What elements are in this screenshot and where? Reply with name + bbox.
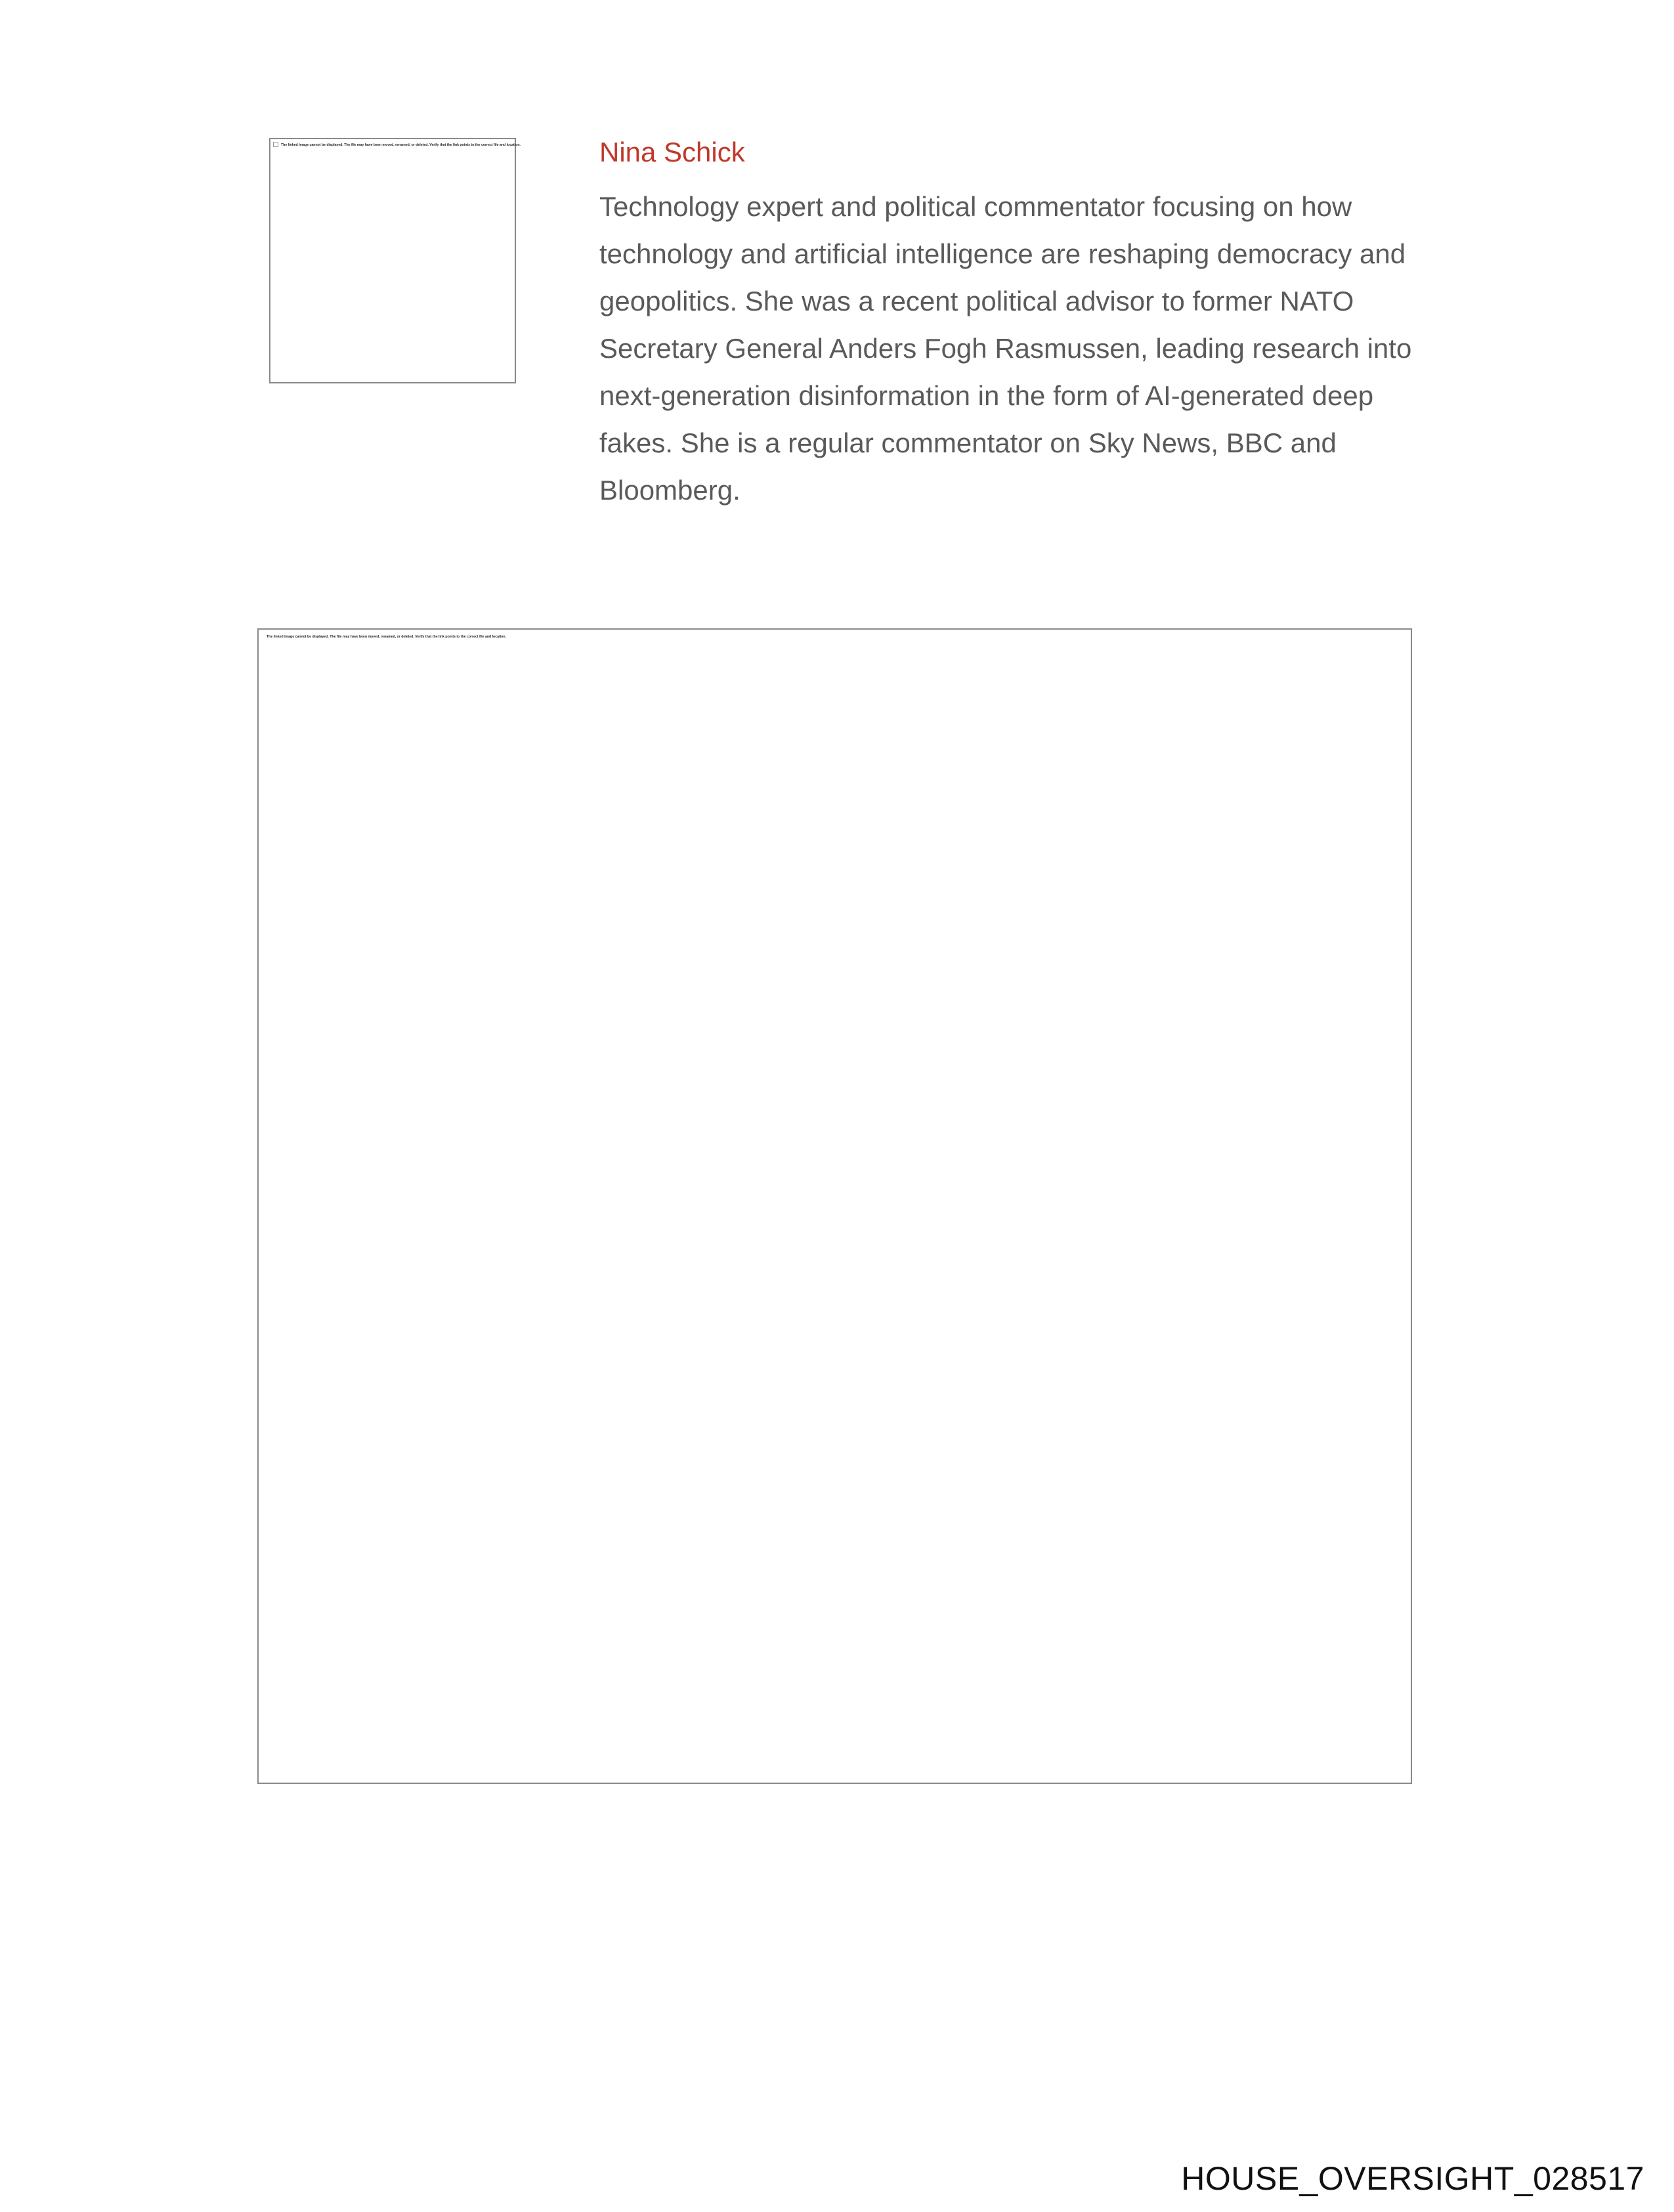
- bio-line: next-generation disinformation in the form of AI-generated deep: [599, 380, 1374, 411]
- bio-block: [599, 135, 1446, 514]
- bates-number: HOUSE_OVERSIGHT_028517: [1181, 2160, 1644, 2197]
- bio-line: Secretary General Anders Fogh Rasmussen, leading research into: [599, 333, 1412, 364]
- broken-image-icon: [273, 142, 278, 147]
- bio-line: fakes. She is a regular commentator on Sky News, BBC and: [599, 427, 1337, 458]
- broken-image-message: The linked image cannot be displayed. The file may have been moved, renamed, or deleted. Verify that the link points to the correct file and location.: [281, 143, 521, 147]
- large-image-placeholder: [257, 628, 1412, 1784]
- bio-line: Technology expert and political commentator focusing on how: [599, 191, 1352, 222]
- portrait-image-placeholder: [269, 138, 521, 383]
- person-name: Nina Schick: [599, 137, 745, 167]
- broken-image-message: The linked image cannot be displayed. The file may have been moved, renamed, or deleted. Verify that the link points to the correct file and location.: [267, 635, 506, 639]
- bio-line: geopolitics. She was a recent political advisor to former NATO: [599, 286, 1354, 316]
- bio-line: Bloomberg.: [599, 475, 740, 506]
- bio-paragraph: [599, 183, 1446, 514]
- bio-line: technology and artificial intelligence are reshaping democracy and: [599, 238, 1406, 269]
